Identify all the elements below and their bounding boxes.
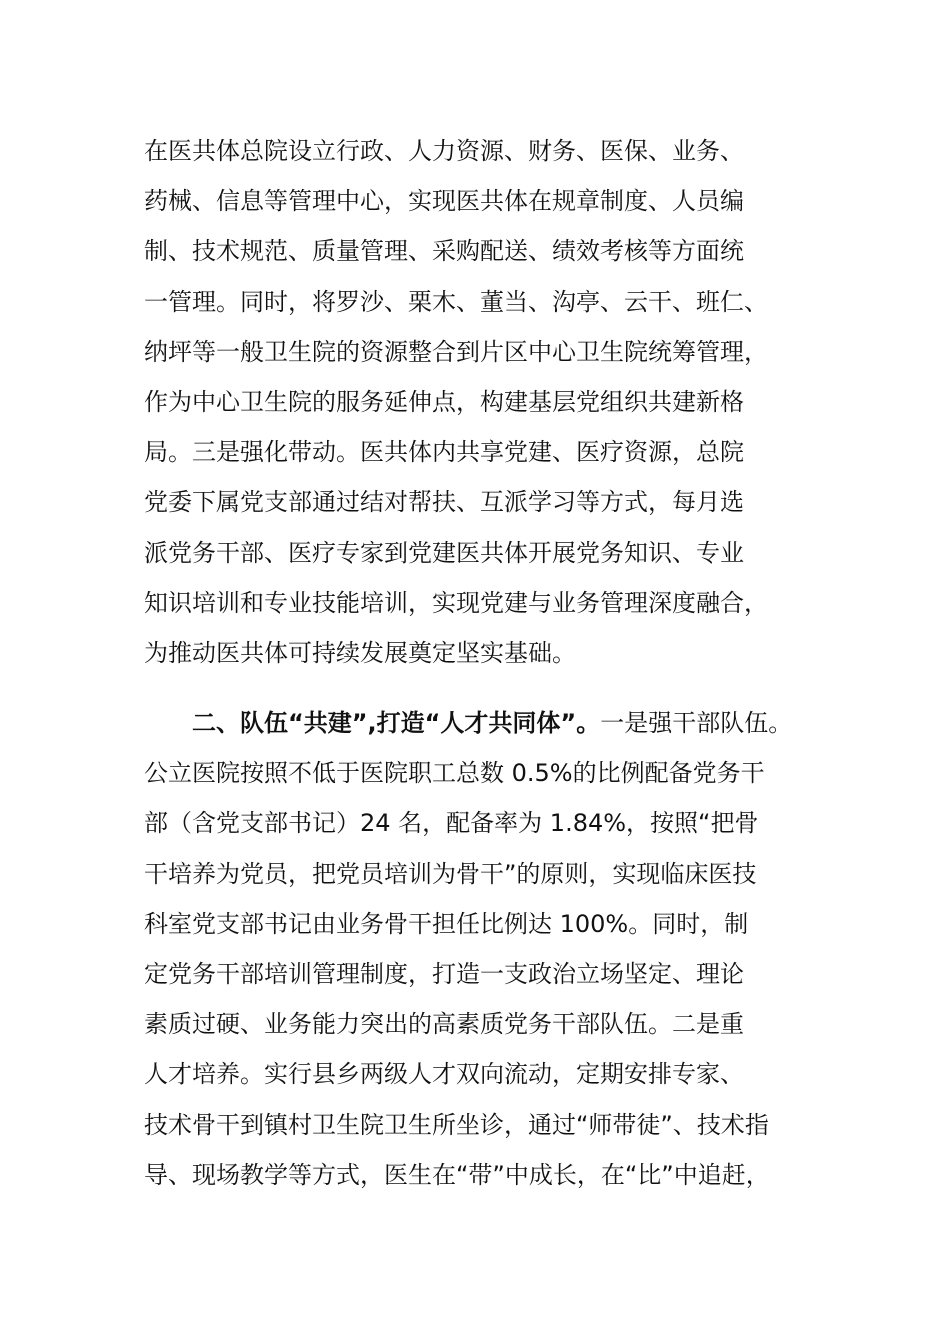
first-line-text: 一是强干部队伍。 — [600, 709, 793, 737]
paragraph-2-line: 素质过硬、业务能力突出的高素质党务干部队伍。二是重 — [144, 1010, 744, 1039]
paragraph-1-line: 局。三是强化带动。医共体内共享党建、医疗资源，总院 — [144, 438, 744, 467]
paragraph-2-line: 公立医院按照不低于医院职工总数 0.5%的比例配备党务干 — [144, 759, 765, 788]
paragraph-1-line: 为推动医共体可持续发展奠定坚实基础。 — [144, 638, 576, 667]
paragraph-2-line: 人才培养。实行县乡两级人才双向流动，定期安排专家、 — [144, 1060, 744, 1089]
paragraph-2-line: 部（含党支部书记）24 名，配备率为 1.84%，按照“把骨 — [144, 809, 759, 838]
paragraph-1-line: 在医共体总院设立行政、人力资源、财务、医保、业务、 — [144, 137, 744, 165]
paragraph-2-line: 导、现场教学等方式，医生在“带”中成长，在“比”中追赶， — [144, 1160, 770, 1189]
paragraph-1-line: 知识培训和专业技能培训，实现党建与业务管理深度融合， — [144, 588, 768, 617]
paragraph-1-line: 药械、信息等管理中心，实现医共体在规章制度、人员编 — [144, 187, 744, 216]
paragraph-2-first-line — [144, 698, 824, 748]
paragraph-2-line: 干培养为党员，把党员培训为骨干”的原则，实现临床医技 — [144, 859, 757, 888]
section-heading: 二、队伍“共建”,打造“人才共同体”。 — [192, 709, 601, 737]
paragraph-1-line: 制、技术规范、质量管理、采购配送、绩效考核等方面统 — [144, 237, 744, 266]
paragraph-2 — [144, 698, 824, 1200]
paragraph-2-line: 技术骨干到镇村卫生院卫生所坐诊，通过“师带徒”、技术指 — [144, 1110, 769, 1139]
paragraph-2-line: 定党务干部培训管理制度，打造一支政治立场坚定、理论 — [144, 959, 744, 988]
paragraph-1-line: 作为中心卫生院的服务延伸点，构建基层党组织共建新格 — [144, 387, 744, 416]
paragraph-1-line: 纳坪等一般卫生院的资源整合到片区中心卫生院统筹管理， — [144, 337, 768, 366]
paragraph-1-line: 一管理。同时，将罗沙、栗木、董当、沟亭、云干、班仁、 — [144, 287, 768, 316]
paragraph-2-line: 科室党支部书记由业务骨干担任比例达 100%。同时，制 — [144, 909, 749, 938]
paragraph-1-line: 党委下属党支部通过结对帮扶、互派学习等方式，每月选 — [144, 488, 744, 517]
paragraph-1 — [144, 126, 824, 678]
paragraph-1-line: 派党务干部、医疗专家到党建医共体开展党务知识、专业 — [144, 538, 744, 567]
